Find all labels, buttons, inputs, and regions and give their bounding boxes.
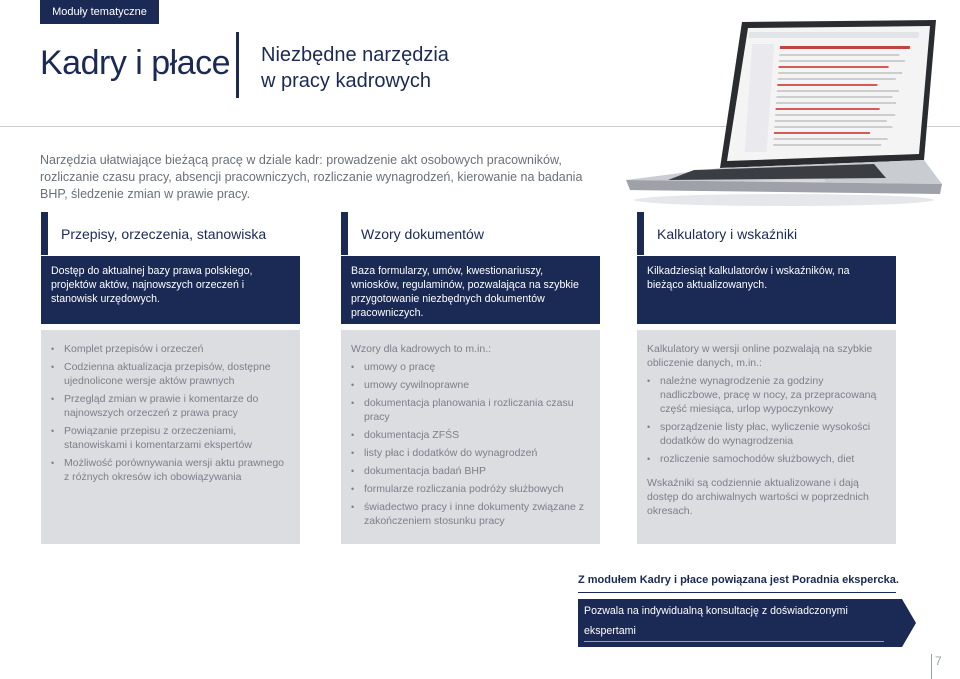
- list-item: • Komplet przepisów i orzeczeń: [51, 342, 290, 356]
- column-title-text: Kalkulatory i wskaźniki: [657, 226, 798, 242]
- list-item: • umowy cywilnoprawne: [351, 378, 590, 392]
- title-divider: [236, 32, 239, 98]
- title-accent-bar: [41, 212, 48, 255]
- note-heading: Z modułem Kadry i płace powiązana jest Poradnia ekspercka.: [578, 574, 899, 586]
- list-item: • należne wynagrodzenie za godziny nadliczbowe, pracę w nocy, za przepracowaną część miesiąca, urlop wypoczynkowy: [647, 374, 886, 416]
- note-line-1: Pozwala na indywidualną konsultację z doświadczonymi ekspertami: [584, 605, 848, 637]
- note-line-2: z zakresu prawa pracy. Więcej informacji na str. 9.: [584, 646, 819, 658]
- column-title: [41, 212, 300, 256]
- intro-paragraph: Narzędzia ułatwiające bieżącą pracę w dziale kadr: prowadzenie akt osobowych pracowników, rozliczanie czasu pracy, absencji pracowniczych, rozliczanie wynagrodzeń, kierowanie na badania BHP, śledzenie zmian w prawie pracy.: [40, 153, 583, 201]
- column-lead: Kilkadziesiąt kalkulatorów i wskaźników, na bieżąco aktualizowanych.: [637, 256, 896, 324]
- column-templates: [341, 212, 600, 544]
- feature-list: [51, 342, 290, 484]
- subtitle-line-1: Niezbędne narzędzia: [261, 44, 449, 66]
- list-item: • Powiązanie przepisu z orzeczeniami, stanowiskami i komentarzami ekspertów: [51, 424, 290, 452]
- note-box: [578, 599, 902, 658]
- column-title: [341, 212, 600, 256]
- list-item: • dokumentacja ZFŚS: [351, 428, 590, 442]
- column-intro: Wzory dla kadrowych to m.in.:: [351, 343, 492, 355]
- column-title-text: Przepisy, orzeczenia, stanowiska: [61, 226, 267, 242]
- note-rule: [578, 592, 896, 593]
- section-tag: Moduły tematyczne: [40, 0, 159, 24]
- subtitle-line-2: w pracy kadrowych: [261, 70, 432, 92]
- list-item: • sporządzenie listy płac, wyliczenie wysokości dodatków do wynagrodzenia: [647, 420, 886, 448]
- column-body: [637, 330, 896, 544]
- feature-list: [351, 360, 590, 528]
- column-calculators: [637, 212, 896, 544]
- list-item: • listy płac i dodatków do wynagrodzeń: [351, 446, 590, 460]
- column-outro: Wskaźniki są codziennie aktualizowane i dają dostęp do archiwalnych wartości w poprzednich okresach.: [647, 477, 869, 517]
- column-lead: Baza formularzy, umów, kwestionariuszy, wniosków, regulaminów, pozwalająca na szybkie przygotowanie niezbędnych dokumentów pracowniczych.: [341, 256, 600, 324]
- column-lead: Dostęp do aktualnej bazy prawa polskiego, projektów aktów, najnowszych orzeczeń i stanowisk urzędowych.: [41, 256, 300, 324]
- list-item: • dokumentacja badań BHP: [351, 464, 590, 478]
- list-item: • Codzienna aktualizacja przepisów, dostępne ujednolicone wersje aktów prawnych: [51, 360, 290, 388]
- title-accent-bar: [341, 212, 348, 255]
- page-number-rule: [931, 654, 932, 679]
- column-title: [637, 212, 896, 256]
- page-title: Kadry i płace: [40, 44, 231, 82]
- list-item: • dokumentacja planowania i rozliczania czasu pracy: [351, 396, 590, 424]
- arrow-icon: [902, 599, 916, 647]
- column-intro: Kalkulatory w wersji online pozwalają na szybkie obliczenie danych, m.in.:: [647, 343, 873, 369]
- list-item: • umowy o pracę: [351, 360, 590, 374]
- title-accent-bar: [637, 212, 644, 255]
- list-item: • formularze rozliczania podróży służbowych: [351, 482, 590, 496]
- expert-note: [578, 574, 914, 658]
- list-item: • rozliczenie samochodów służbowych, diet: [647, 452, 886, 466]
- column-body: [341, 330, 600, 544]
- column-title-text: Wzory dokumentów: [361, 226, 484, 242]
- feature-list: [647, 374, 886, 466]
- list-item: • Możliwość porównywania wersji aktu prawnego z różnych okresów ich obowiązywania: [51, 456, 290, 484]
- list-item: • Przegląd zmian w prawie i komentarze do najnowszych orzeczeń z prawa pracy: [51, 392, 290, 420]
- page-subtitle: [261, 42, 449, 94]
- laptop-illustration: [624, 18, 942, 208]
- column-regulations: [41, 212, 300, 544]
- list-item: • świadectwo pracy i inne dokumenty związane z zakończeniem stosunku pracy: [351, 500, 590, 528]
- page-number: 7: [935, 654, 942, 668]
- column-body: [41, 330, 300, 544]
